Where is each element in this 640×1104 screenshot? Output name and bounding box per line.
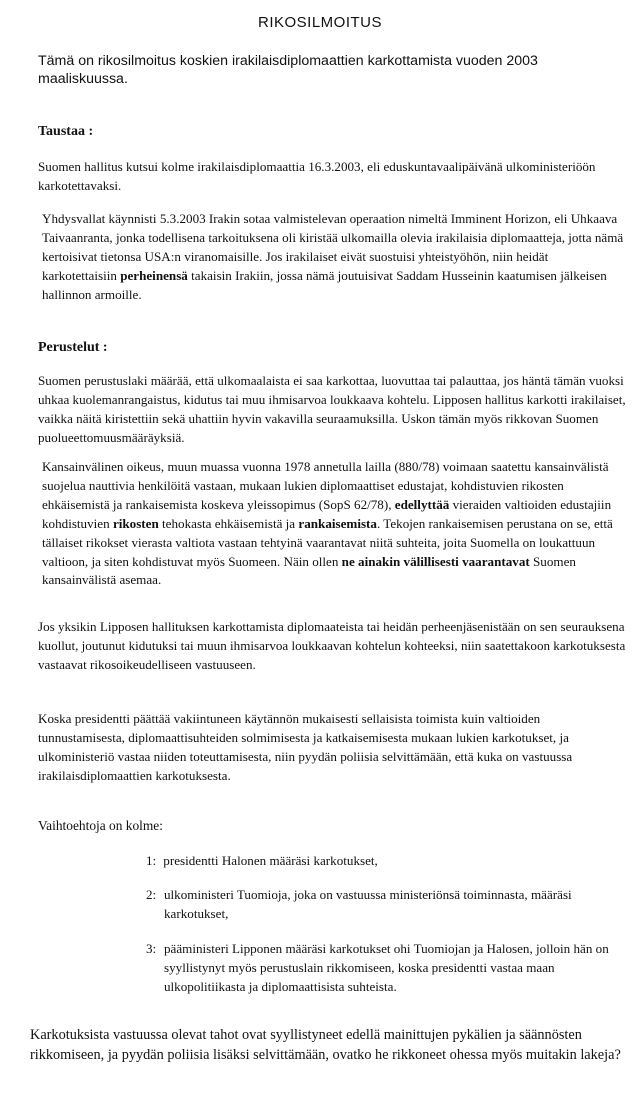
closing-paragraph: Karkotuksista vastuussa olevat tahot ovat syyllistyneet edellä mainittujen pykälien ja säännösten rikkomiseen, ja pyydän poliisia lisäksi selvittämään, ovatko he rikkoneet ohessa myös muitakin lakeja?	[30, 1027, 621, 1063]
intro-text: Tämä on rikosilmoitus koskien irakilaisdiplomaattien karkottamista vuoden 2003 maaliskuussa.	[38, 53, 538, 87]
background-paragraph-2	[42, 210, 626, 305]
grounds-paragraph-4: Koska presidentti päättää vakiintuneen käytännön mukaisesti sellaisista toimista kuin valtioiden tunnustamisesta, diplomaattisuhteiden solmimisesta ja katkaisemisesta mukaan lukien karkotukset, ja ulkoministeriö vastaa niiden toteuttamisesta, niin pyydän poliisia selvittämään, että kuka on vastuussa irakilaisdiplomaattien karkotuksesta.	[38, 711, 573, 783]
option-text: ulkoministeri Tuomioja, joka on vastuussa ministeriönsä toiminnasta, määräsi karkotukset,	[164, 887, 572, 921]
emphasis: rikosten	[112, 515, 159, 531]
grounds-paragraph-2	[42, 458, 626, 590]
option-item-2	[146, 886, 616, 924]
option-text: pääministeri Lipponen määräsi karkotukset ohi Tuomiojan ja Halosen, jolloin hän on syyllistynyt myös perustuslain rikkomiseen, koska presidentti vastaa maan ulkopolitiikasta ja diplomaattisista suhteista.	[164, 941, 609, 994]
text-run: Suomen kansainvälistä asemaa.	[42, 553, 576, 588]
text-run: takaisin Irakiin, jossa nämä joutuisivat Saddam Husseinin kaatumisen jälkeisen hallinnon armoille.	[42, 267, 607, 302]
text-run: vieraiden valtioiden edustajiin kohdistuvien	[42, 496, 612, 531]
background-paragraph-1: Suomen hallitus kutsui kolme irakilaisdiplomaattia 16.3.2003, eli eduskuntavaalipäivänä ulkoministeriöön karkotettavaksi.	[38, 159, 596, 193]
emphasis: edellyttää	[394, 496, 450, 512]
emphasis: ne ainakin välillisesti vaarantavat	[341, 553, 530, 569]
document-title: RIKOSILMOITUS	[257, 14, 383, 31]
options-intro: Vaihtoehtoja on kolme:	[38, 818, 163, 833]
option-number: 3:	[146, 941, 157, 956]
grounds-heading: Perustelut :	[38, 340, 108, 355]
text-run: Kansainvälinen oikeus, muun muassa vuonna 1978 annetulla lailla (880/78) voimaan saatettu kansainvälistä suojelua nauttivia henkilöitä vastaan, mukaan lukien diplomaattiset edustajat, kohdistuvien rikosten ehkäisemistä ja rankaisemista koskeva yleissopimus (SopS 62/78),	[42, 459, 609, 512]
option-item-3	[146, 940, 616, 997]
background-heading: Taustaa :	[38, 124, 94, 139]
option-item-1	[146, 852, 616, 871]
option-number: 2:	[146, 887, 157, 902]
grounds-paragraph-1: Suomen perustuslaki määrää, että ulkomaalaista ei saa karkottaa, luovuttaa tai palauttaa, jos häntä tämän vuoksi uhkaa kuolemanrangaistus, kidutus tai muu ihmisarvoa loukkaava kohtelu. Lipposen hallitus karkotti irakilaiset, vaikka näitä kiristettiin sekä uhattiin hyvin vakavilla seuraamuksilla. Uskon tämän myös rikkovan Suomen puolueettomuusmääräyksiä.	[38, 373, 626, 445]
option-text: presidentti Halonen määräsi karkotukset,	[163, 853, 378, 868]
text-run: tehokasta ehkäisemistä ja	[158, 515, 299, 531]
grounds-paragraph-3: Jos yksikin Lipposen hallituksen karkottamista diplomaateista tai heidän perheenjäsenistään on sen seurauksena kuollut, joutunut kidutuksi tai muun ihmisarvoa loukkaavan kohtelun kohteeksi, niin saatettakoon karkotuksesta vastaavat rikosoikeudelliseen vastuuseen.	[38, 619, 626, 672]
option-number: 1:	[146, 853, 157, 868]
emphasis: perheinensä	[120, 267, 188, 283]
text-run: . Tekojen rankaisemisen perustana on se, että tällaiset rikokset vierasta valtiota vastaan tehtyinä vaarantavat niitä suhteita, joita Suomella on loukattuun valtioon, ja siten kohdistuvat myös Suomeen. Näin ollen	[42, 515, 613, 569]
emphasis: rankaisemista	[298, 515, 377, 531]
text-run: Yhdysvallat käynnisti 5.3.2003 Irakin sotaa valmistelevan operaation nimeltä Imminent Horizon, eli Uhkaava Taivaanranta, jonka todellisena tarkoituksena oli kiristää ulkomailla olevia irakilaisia diplomaatteja, jotta nämä kertoisivat tietonsa USA:n viranomaisille. Jos irakilaiset eivät suostuisi yhteistyöhön, niin heidät karkotettaisiin	[42, 211, 624, 283]
